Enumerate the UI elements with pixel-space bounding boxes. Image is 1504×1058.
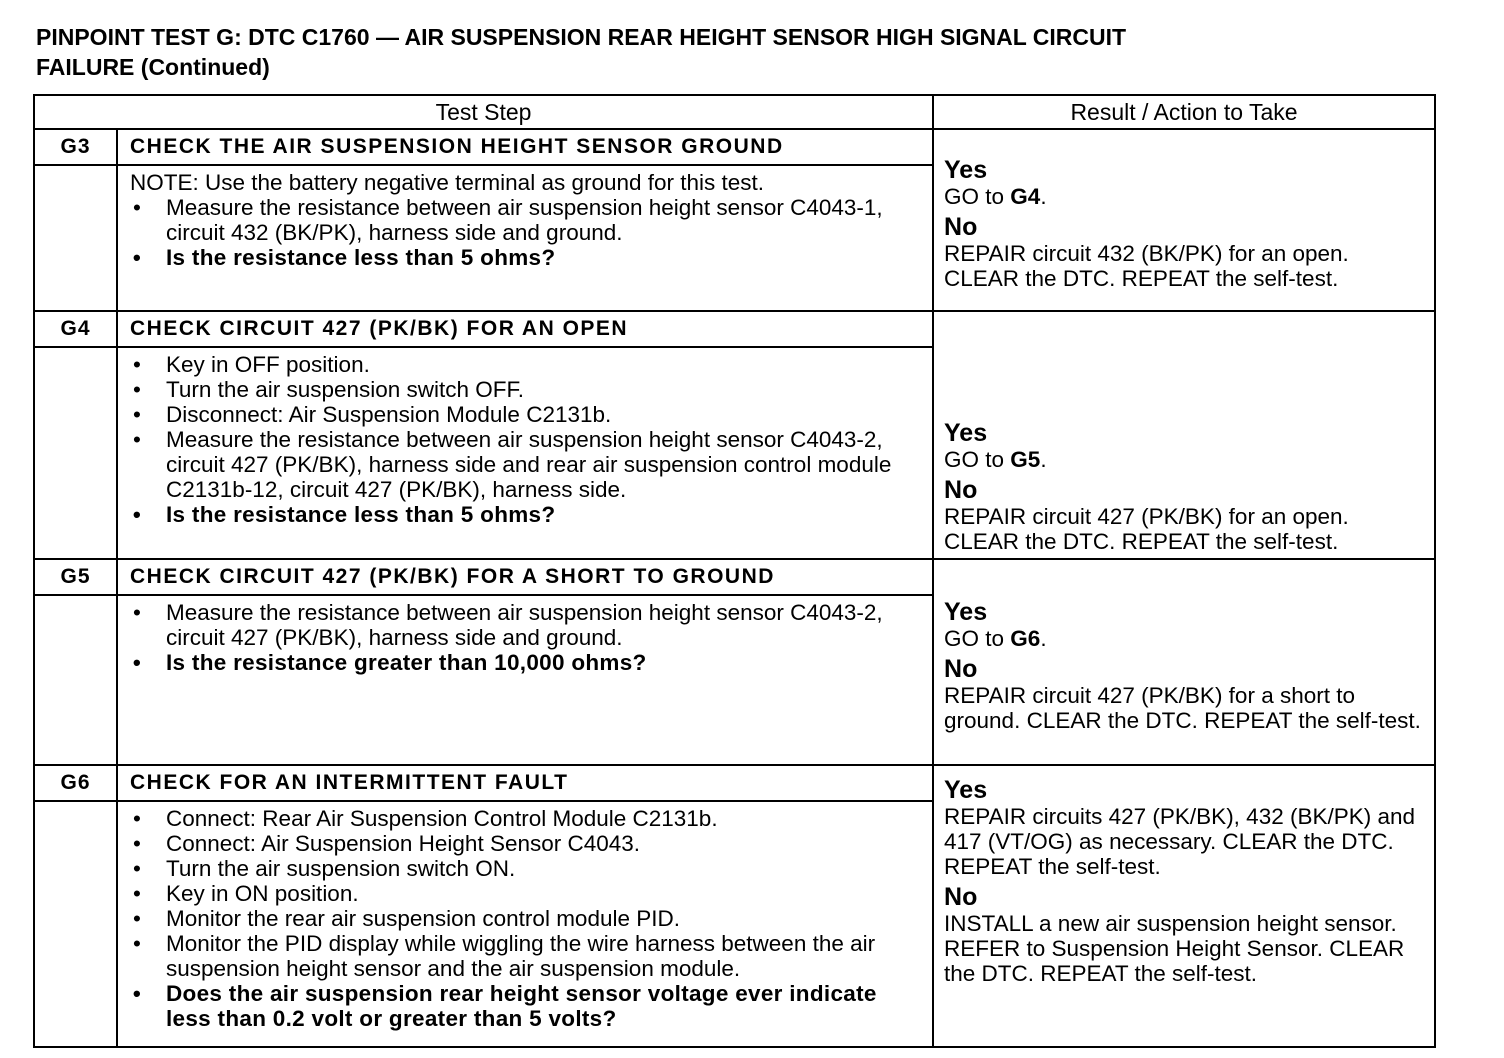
step-list [130,352,920,527]
step-body [117,595,933,765]
no-action: REPAIR circuit 427 (PK/BK) for a short to ground. CLEAR the DTC. REPEAT the self-test. [944,682,1421,733]
header-result: Result / Action to Take [933,95,1435,129]
step-header-row-g4 [34,311,1435,347]
list-item: • Turn the air suspension switch OFF. [130,377,920,402]
step-list [130,600,920,675]
question-item: • Is the resistance greater than 10,000 ohms? [130,650,920,675]
step-title: CHECK THE AIR SUSPENSION HEIGHT SENSOR GROUND [117,129,933,165]
no-action: REPAIR circuit 432 (BK/PK) for an open. CLEAR the DTC. REPEAT the self-test. [944,240,1349,291]
step-id: G3 [34,129,117,165]
title-line-2: FAILURE (Continued) [36,54,270,80]
step-title: CHECK FOR AN INTERMITTENT FAULT [117,765,933,801]
no-action: REPAIR circuit 427 (PK/BK) for an open. CLEAR the DTC. REPEAT the self-test. [944,504,1349,554]
step-body [117,165,933,311]
yes-action: GO to G6. [944,625,1047,651]
empty-id-cell [34,801,117,1047]
list-item: • Turn the air suspension switch ON. [130,856,920,881]
page-title [36,22,1336,82]
goto-step-link[interactable]: G6 [1010,625,1041,651]
note [130,170,920,195]
yes-label: Yes [944,419,988,447]
empty-id-cell [34,595,117,765]
empty-id-cell [34,165,117,311]
yes-action: GO to G5. [944,447,1047,472]
step-header-row-g5 [34,559,1435,595]
yes-action: GO to G4. [944,183,1047,209]
note-label: NOTE: [130,170,199,195]
list-item: • Measure the resistance between air suspension height sensor C4043-2, circuit 427 (PK/BK), harness side and ground. [130,600,920,650]
step-header-row-g6 [34,765,1435,801]
list-item: • Measure the resistance between air suspension height sensor C4043-2, circuit 427 (PK/BK), harness side and rear air suspension control module C2131b-12, circuit 427 (PK/BK), harness side. [130,427,920,502]
list-item: • Key in ON position. [130,881,920,906]
list-item: • Connect: Air Suspension Height Sensor C4043. [130,831,920,856]
no-label: No [944,654,978,683]
step-body [117,347,933,559]
list-item: • Monitor the PID display while wiggling the wire harness between the air suspension height sensor and the air suspension module. [130,931,920,981]
table-header-row [34,95,1435,129]
result-cell-g6 [933,765,1435,1047]
no-label: No [944,212,978,241]
title-line-1: PINPOINT TEST G: DTC C1760 — AIR SUSPENSION REAR HEIGHT SENSOR HIGH SIGNAL CIRCUIT [36,24,1127,50]
goto-step-link[interactable]: G4 [1010,183,1041,209]
note-text: Use the battery negative terminal as ground for this test. [198,170,765,195]
result-cell-g4 [933,311,1435,559]
no-action: INSTALL a new air suspension height sensor. REFER to Suspension Height Sensor. CLEAR the DTC. REPEAT the self-test. [944,911,1405,986]
list-item: • Key in OFF position. [130,352,920,377]
step-title: CHECK CIRCUIT 427 (PK/BK) FOR A SHORT TO GROUND [117,559,933,595]
list-item: • Measure the resistance between air suspension height sensor C4043-1, circuit 432 (BK/PK), harness side and ground. [130,195,920,245]
list-item: • Disconnect: Air Suspension Module C2131b. [130,402,920,427]
yes-label: Yes [944,597,988,626]
goto-step-link[interactable]: G5 [1010,447,1041,472]
pinpoint-test-table [33,94,1436,1048]
no-label: No [944,476,978,504]
empty-id-cell [34,347,117,559]
step-header-row-g3 [34,129,1435,165]
step-body [117,801,933,1047]
header-test-step: Test Step [34,95,933,129]
step-list [130,806,920,1031]
yes-label: Yes [944,155,988,184]
list-item: • Monitor the rear air suspension control module PID. [130,906,920,931]
step-id: G5 [34,559,117,595]
yes-action: REPAIR circuits 427 (PK/BK), 432 (BK/PK) and 417 (VT/OG) as necessary. CLEAR the DTC. REPEAT the self-test. [944,804,1416,879]
yes-label: Yes [944,776,988,804]
question-item: • Does the air suspension rear height sensor voltage ever indicate less than 0.2 volt or greater than 5 volts? [130,981,920,1031]
step-title: CHECK CIRCUIT 427 (PK/BK) FOR AN OPEN [117,311,933,347]
step-list [130,195,920,270]
result-cell-g5 [933,559,1435,765]
question-item: • Is the resistance less than 5 ohms? [130,502,920,527]
no-label: No [944,883,978,911]
question-item: • Is the resistance less than 5 ohms? [130,245,920,270]
result-cell-g3 [933,129,1435,311]
list-item: • Connect: Rear Air Suspension Control Module C2131b. [130,806,920,831]
step-id: G4 [34,311,117,347]
step-id: G6 [34,765,117,801]
